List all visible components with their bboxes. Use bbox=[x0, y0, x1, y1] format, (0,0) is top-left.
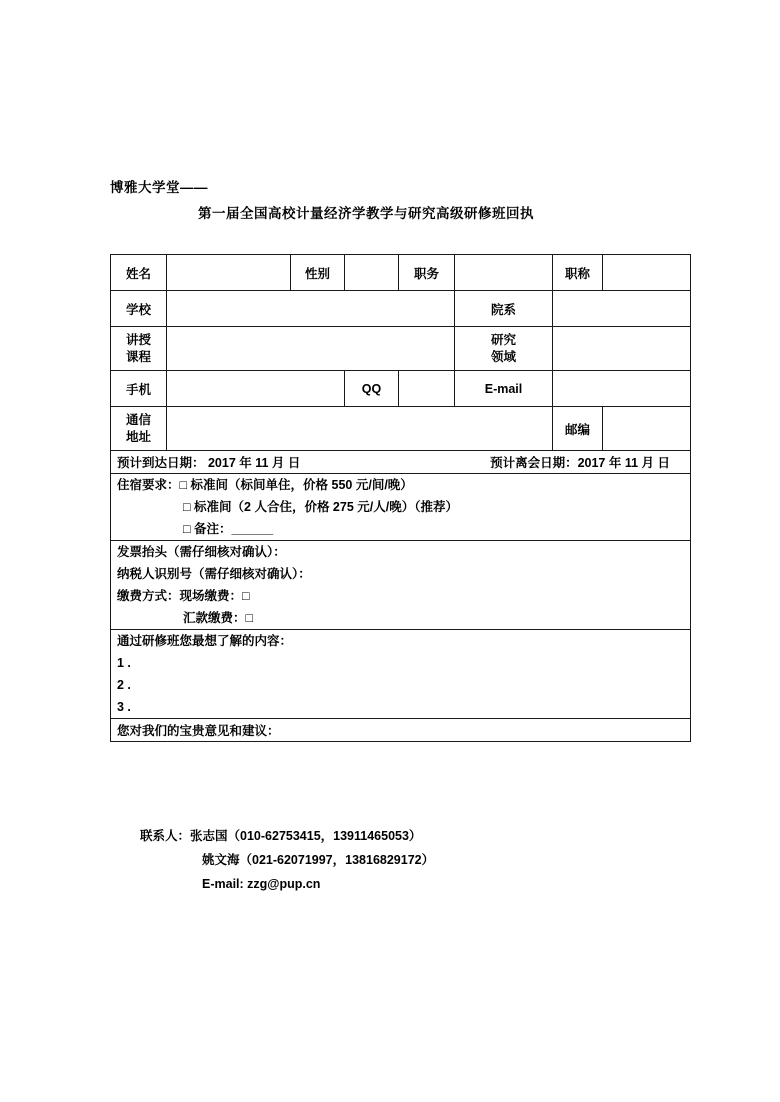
field-name[interactable] bbox=[167, 255, 291, 291]
topics-heading: 通过研修班您最想了解的内容： bbox=[117, 634, 293, 648]
contact-row-1 bbox=[140, 824, 434, 848]
departure-date-text[interactable]: 预计离会日期：2017 年 11 月 日 bbox=[490, 456, 670, 470]
arrival-date-text[interactable]: 预计到达日期： 2017 年 11 月 日 bbox=[117, 456, 301, 470]
table-row-address bbox=[111, 407, 691, 451]
field-postcode[interactable] bbox=[603, 407, 691, 451]
table-row-course bbox=[111, 327, 691, 371]
label-research-field bbox=[455, 327, 553, 371]
table-row-contact bbox=[111, 371, 691, 407]
lodging-option-1[interactable]: □ 标准间（标间单住，价格 550 元/间/晚） bbox=[179, 478, 413, 492]
field-department[interactable] bbox=[553, 291, 691, 327]
document-title-line2: 第一届全国高校计量经济学教学与研究高级研修班回执 bbox=[198, 206, 534, 221]
contact-person-1: 张志国（010-62753415，13911465053） bbox=[190, 829, 422, 843]
label-teaching-course-line1: 讲授 bbox=[125, 332, 151, 347]
field-school[interactable] bbox=[167, 291, 455, 327]
label-name: 姓名 bbox=[111, 255, 167, 291]
payment-onsite-line[interactable]: 缴费方式：现场缴费：□ bbox=[117, 589, 250, 603]
invoice-title-line[interactable]: 发票抬头（需仔细核对确认）： bbox=[117, 545, 286, 559]
lodging-heading: 住宿要求： bbox=[117, 478, 180, 492]
lodging-cell bbox=[111, 474, 691, 541]
field-gender[interactable] bbox=[345, 255, 399, 291]
dates-cell bbox=[111, 451, 691, 474]
opinion-cell[interactable] bbox=[111, 719, 691, 742]
label-address-line1: 通信 bbox=[125, 412, 151, 427]
field-qq[interactable] bbox=[399, 371, 455, 407]
label-teaching-course-line2: 课程 bbox=[125, 349, 151, 364]
contact-person-2: 姚文海（021-62071997，13816829172） bbox=[202, 853, 435, 867]
label-mobile: 手机 bbox=[111, 371, 167, 407]
table-row-dates bbox=[111, 451, 691, 474]
label-research-field-line2: 领域 bbox=[490, 349, 516, 364]
label-qq: QQ bbox=[345, 371, 399, 407]
contact-email[interactable]: E-mail: zzg@pup.cn bbox=[202, 877, 321, 891]
label-gender: 性别 bbox=[291, 255, 345, 291]
topics-cell bbox=[111, 630, 691, 719]
contact-row-3 bbox=[140, 872, 434, 896]
label-department: 院系 bbox=[455, 291, 553, 327]
field-position[interactable] bbox=[455, 255, 553, 291]
topic-item-1[interactable]: 1 . bbox=[117, 656, 131, 670]
table-row-school bbox=[111, 291, 691, 327]
invoice-cell bbox=[111, 541, 691, 630]
registration-form-table bbox=[110, 254, 691, 742]
label-postcode: 邮编 bbox=[553, 407, 603, 451]
field-address[interactable] bbox=[167, 407, 553, 451]
payment-transfer-line[interactable]: 汇款缴费：□ bbox=[183, 611, 254, 625]
contacts-block bbox=[140, 824, 434, 896]
contacts-label: 联系人： bbox=[140, 829, 191, 843]
label-teaching-course bbox=[111, 327, 167, 371]
taxpayer-id-line[interactable]: 纳税人识别号（需仔细核对确认）： bbox=[117, 567, 311, 581]
label-address bbox=[111, 407, 167, 451]
label-position: 职务 bbox=[399, 255, 455, 291]
label-research-field-line1: 研究 bbox=[490, 332, 516, 347]
table-row-invoice bbox=[111, 541, 691, 630]
table-row-name bbox=[111, 255, 691, 291]
field-teaching-course[interactable] bbox=[167, 327, 455, 371]
lodging-option-3[interactable]: □ 备注：______ bbox=[183, 522, 274, 536]
label-title: 职称 bbox=[553, 255, 603, 291]
label-school: 学校 bbox=[111, 291, 167, 327]
label-address-line2: 地址 bbox=[125, 429, 151, 444]
field-research-field[interactable] bbox=[553, 327, 691, 371]
document-title-line1: 博雅大学堂—— bbox=[110, 180, 208, 195]
document-body bbox=[110, 178, 690, 742]
contact-row-2 bbox=[140, 848, 434, 872]
table-row-opinion bbox=[111, 719, 691, 742]
table-row-topics bbox=[111, 630, 691, 719]
label-email: E-mail bbox=[455, 371, 553, 407]
lodging-heading-and-option1 bbox=[117, 474, 684, 496]
opinion-heading: 您对我们的宝贵意见和建议： bbox=[117, 724, 280, 738]
topic-item-2[interactable]: 2 . bbox=[117, 678, 131, 692]
topic-item-3[interactable]: 3 . bbox=[117, 700, 131, 714]
field-mobile[interactable] bbox=[167, 371, 345, 407]
lodging-option-2[interactable]: □ 标准间（2 人合住，价格 275 元/人/晚）（推荐） bbox=[183, 500, 458, 514]
field-email[interactable] bbox=[553, 371, 691, 407]
table-row-lodging bbox=[111, 474, 691, 541]
field-title[interactable] bbox=[603, 255, 691, 291]
